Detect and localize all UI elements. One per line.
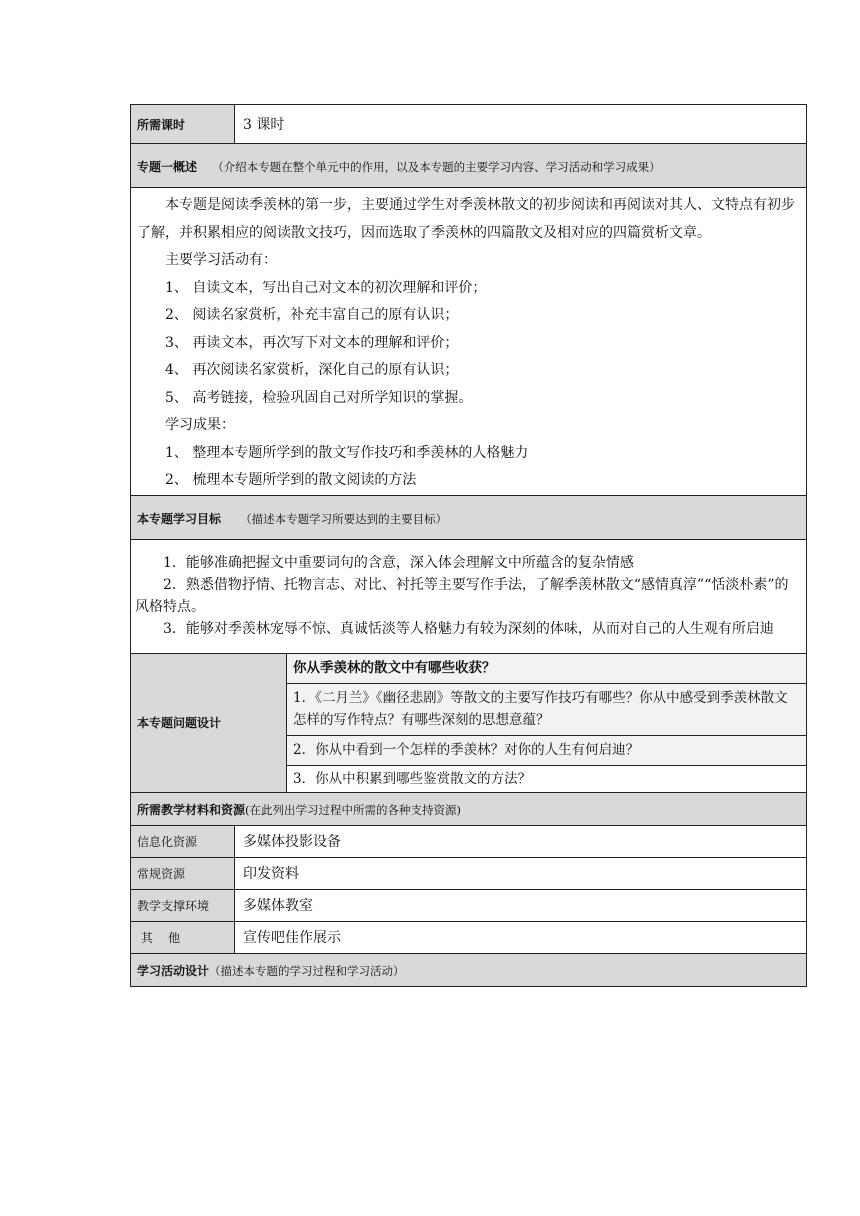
hours-value: 3 课时 — [235, 105, 807, 144]
questions-main: 你从季羡林的散文中有哪些收获？ — [287, 653, 807, 683]
question-item: 1．《二月兰》《幽径悲剧》等散文的主要写作技巧有哪些？你从中感受到季羡林散文怎样的写作特点？有哪些深刻的思想意蕴？ — [287, 683, 807, 735]
resource-value: 多媒体教室 — [235, 889, 807, 921]
outcome-item: 2、 梳理本专题所学到的散文阅读的方法 — [165, 472, 417, 488]
resource-value: 宣传吧佳作展示 — [235, 921, 807, 953]
goal-item: 2．熟悉借物抒情、托物言志、对比、衬托等主要写作手法，了解季羡林散文“感情真淳”“恬淡朴素”的风格特点。 — [135, 577, 789, 615]
overview-body — [131, 188, 807, 496]
outcome-item: 1、 整理本专题所学到的散文写作技巧和季羡林的人格魅力 — [165, 444, 529, 461]
goals-body — [131, 539, 807, 653]
goals-note: （描述本专题学习所要达到的主要目标） — [240, 511, 448, 526]
overview-intro: 本专题是阅读季羡林的第一步，主要通过学生对季羡林散文的初步阅读和再阅读对其人、文特点有初步了解，并积累相应的阅读散文技巧，因而选取了季羡林的四篇散文及相对应的四篇赏析文章。 — [137, 197, 795, 241]
activities-title: 主要学习活动有： — [165, 252, 277, 268]
overview-header — [131, 144, 807, 188]
lesson-plan-table — [130, 104, 807, 987]
activities-design-title: 学习活动设计 — [137, 964, 210, 978]
activities-design-note: （描述本专题的学习过程和学习活动） — [209, 964, 405, 978]
activity-item: 5、 高考链接，检验巩固自己对所学知识的掌握。 — [165, 389, 473, 406]
resource-label: 信息化资源 — [131, 825, 235, 857]
resources-header — [131, 792, 807, 825]
overview-title: 专题一概述 — [137, 160, 198, 174]
activity-item: 3、 再读文本，再次写下对文本的理解和评价； — [165, 334, 459, 351]
resource-value: 印发资料 — [235, 857, 807, 889]
overview-note: （介绍本专题在整个单元中的作用，以及本专题的主要学习内容、学习活动和学习成果） — [212, 160, 661, 174]
question-item: 2．你从中看到一个怎样的季羡林？对你的人生有何启迪？ — [287, 735, 807, 765]
goal-item: 3．能够对季羡林宠辱不惊、真诚恬淡等人格魅力有较为深刻的体味，从而对自己的人生观有所启迪 — [163, 621, 774, 637]
resource-value: 多媒体投影设备 — [235, 825, 807, 857]
question-item: 3．你从中积累到哪些鉴赏散文的方法？ — [287, 765, 807, 792]
resource-label: 常规资源 — [131, 857, 235, 889]
outcomes-title: 学习成果： — [165, 417, 235, 433]
goal-item: 1．能够准确把握文中重要词句的含意，深入体会理解文中所蕴含的复杂情感 — [163, 555, 634, 571]
resource-label: 其 他 — [131, 921, 235, 953]
activity-item: 2、 阅读名家赏析，补充丰富自己的原有认识； — [165, 307, 459, 323]
lesson-plan-document — [130, 104, 806, 987]
goals-header — [131, 495, 807, 539]
activity-item: 4、 再次阅读名家赏析，深化自己的原有认识； — [165, 362, 459, 378]
questions-label: 本专题问题设计 — [131, 653, 287, 792]
activities-design-header — [131, 953, 807, 986]
activity-item: 1、 自读文本，写出自己对文本的初次理解和评价； — [165, 279, 487, 296]
resource-label: 教学支撑环境 — [131, 889, 235, 921]
resources-note: (在此列出学习过程中所需的各种支持资源) — [245, 803, 461, 817]
resources-title: 所需教学材料和资源 — [137, 803, 246, 817]
hours-label: 所需课时 — [131, 105, 235, 144]
goals-title: 本专题学习目标 — [137, 511, 222, 526]
